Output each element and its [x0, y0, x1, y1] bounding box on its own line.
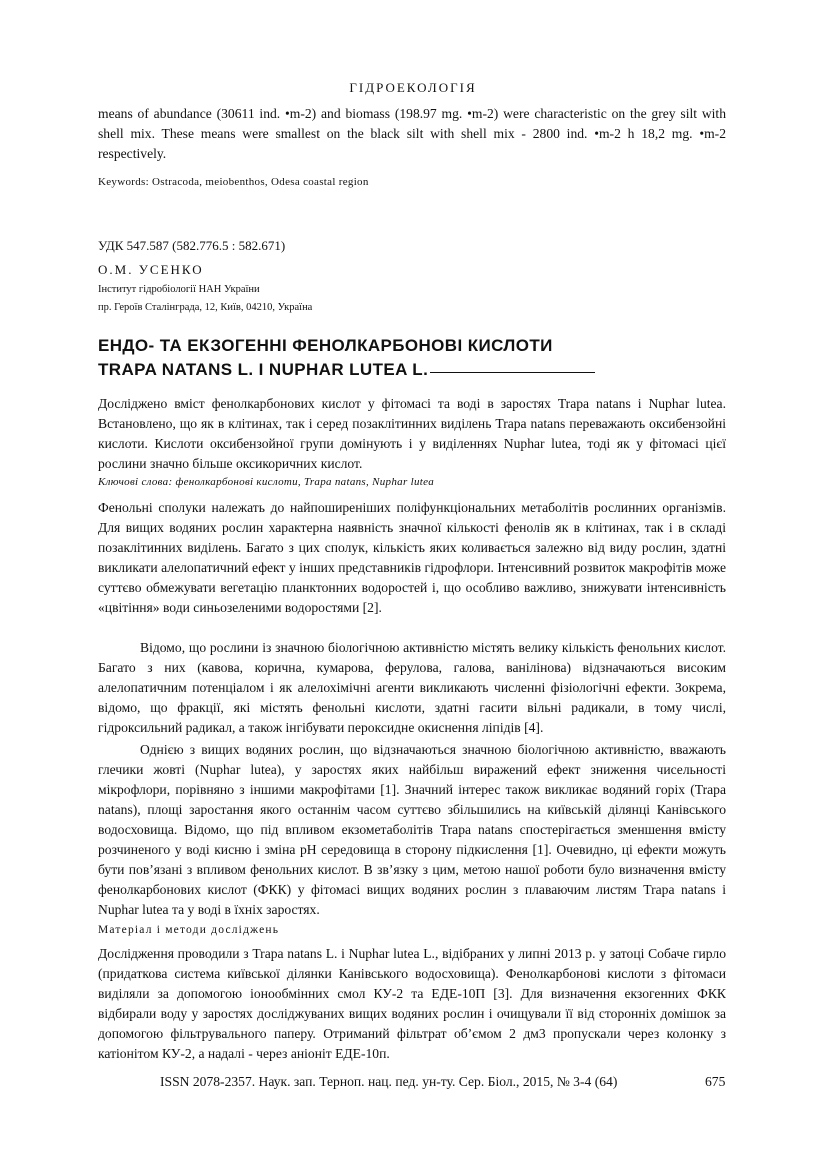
paragraph-introduction: Фенольні сполуки належать до найпоширеніших поліфункціональних метаболітів рослинних організмів. Для вищих водяних рослин характерна наявність значної кількості фенолів як в клітинах, так і в складі позаклітинних виділень. Багато з цих сполук, кількість яких коливається залежно від виду рослин, здатні викликати алелопатичний ефект у інших представників гідрофлори. Інтенсивний розвиток макрофітів може суттєво обмежувати вегетацію планктонних водоростей і, що особливо важливо, знижувати інтенсивність «цвітіння» води синьозеленими водоростями [2].	[98, 500, 726, 615]
section-heading-methods: Матеріал і методи досліджень	[98, 924, 280, 936]
page-number: 675	[705, 1074, 726, 1089]
title-underline	[430, 372, 595, 373]
udc-code: УДК 547.587 (582.776.5 : 582.671)	[98, 238, 286, 253]
article-title-species: TRAPA NATANS L. І NUPHAR LUTEA L.	[98, 360, 429, 379]
footer-citation: ISSN 2078-2357. Наук. зап. Терноп. нац. пед. ун-ту. Сер. Біол., 2015, № 3-4 (64)	[160, 1074, 618, 1089]
paragraph-phenolic-acids: Відомо, що рослини із значною біологічною активністю містять велику кількість фенольних кислот. Багато з них (кавова, коричнa, кумарова, ферулова, галова, ванілінова) відзначаються високим алелопатичним потенціалом і як алелохімічні агенти викликають численні фізіологічні ефекти. Зокрема, відомо, що фракції, які містять фенольні кислоти, здатні гасити вільні радикали, в тому числі, гідроксильний радикал, а також інгібувати пероксидне окиснення ліпідів [4].	[98, 640, 726, 735]
keywords-ukrainian: Ключові слова: фенолкарбонові кислоти, Trapa natans, Nuphar lutea	[98, 476, 435, 488]
running-header: ГІДРОЕКОЛОГІЯ	[349, 80, 477, 95]
paragraph-methods: Дослідження проводили з Trapa natans L. і Nuphar lutea L., відібраних у липні 2013 р. у затоці Собаче гирло (придаткова система київської ділянки Канівського водосховища). Фенолкарбонові кислоти з фітомаси виділяли за допомогою іонообмінних смол КУ-2 та ЕДЕ-10П [3]. Для визначення екзогенних ФКК відбирали воду у заростях досліджуваних вищих водяних рослин і очищували її від сторонніх домішок за допомогою фільтрувального паперу. Отриманий фільтрат об’ємом 2 дм3 пропускали через колонку з катіонітом КУ-2, а надалі - через аніоніт ЕДЕ-10п.	[98, 946, 726, 1061]
article-title-line-1: ЕНДО- ТА ЕКЗОГЕННІ ФЕНОЛКАРБОНОВІ КИСЛОТИ	[98, 336, 553, 355]
article-title-line-2	[98, 360, 595, 380]
previous-abstract-english: means of abundance (30611 ind. •m-2) and biomass (198.97 mg. •m-2) were characteristic on the grey silt with shell mix. These means were smallest on the black silt with shell mix - 2800 ind. •m-2 h 18,2 mg. •m-2 respectively.	[98, 106, 726, 161]
affiliation-address: пр. Героїв Сталінграда, 12, Київ, 04210, Україна	[98, 302, 313, 313]
previous-keywords: Keywords: Ostracoda, meiobenthos, Odesa coastal region	[98, 176, 369, 188]
abstract-ukrainian: Досліджено вміст фенолкарбонових кислот у фітомасі та воді в заростях Trapa natans і Nuphar lutea. Встановлено, що як в клітинах, так і серед позаклітинних виділень Trapa natans переважають оксибензойні кислоти. Кислоти оксибензойної групи домінують і у виділеннях Nuphar lutea, тоді як у фітомасі цієї рослини значно більше оксикоричних кислот.	[98, 396, 726, 471]
author: О.М. УСЕНКО	[98, 262, 204, 277]
paragraph-aim: Однією з вищих водяних рослин, що відзначаються значною біологічною активністю, вважають глечики жовті (Nuphar lutea), у заростях яких найбільш виражений ефект зниження чисельності мікрофлори, порівняно з іншими макрофітами [1]. Значний інтерес також викликає водяний горіх (Trapa natans), площі заростання якого останнім часом суттєво збільшились на київській ділянці Канівського водосховища. Відомо, що під впливом екзометаболітів Trapa natans спостерігається зменшення вмісту розчиненого у воді кисню і зміна pH середовища в сторону підкислення [1]. Очевидно, ці ефекти можуть бути пов’язані з впливом фенольних кислот. В зв’язку з цим, метою нашої роботи було визначення вмісту фенолкарбонових кислот (ФКК) у фітомасі вищих водяних рослин з плаваючим листям Trapa natans і Nuphar lutea та у воді в їхніх заростях.	[98, 742, 726, 917]
affiliation-institute: Інститут гідробіології НАН України	[98, 284, 260, 295]
